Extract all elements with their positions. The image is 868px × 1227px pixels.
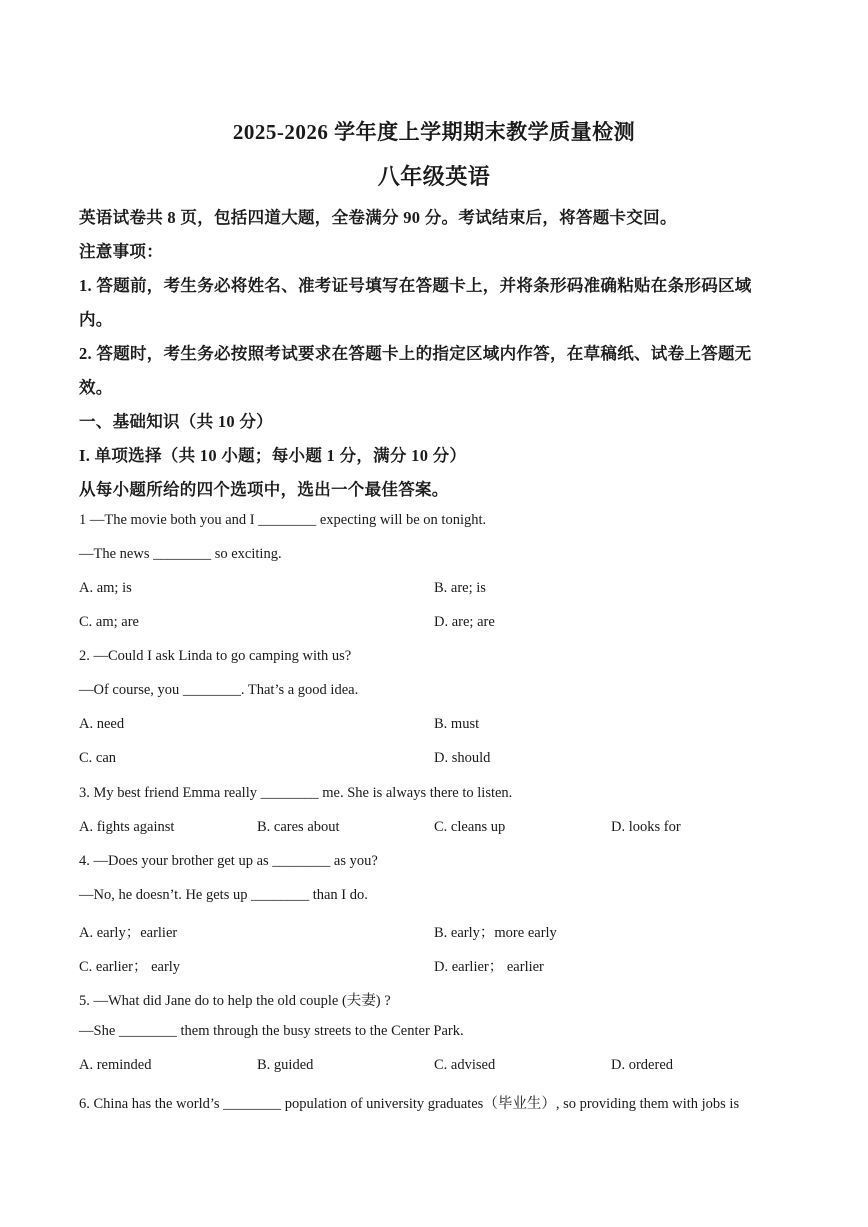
question-5-stem-2: —She ________ them through the busy streets to the Center Park. xyxy=(79,1023,464,1039)
question-1-option-b: B. are; is xyxy=(434,580,486,596)
question-5-option-c: C. advised xyxy=(434,1057,496,1073)
question-3-option-d: D. looks for xyxy=(611,819,681,835)
question-3-option-c: C. cleans up xyxy=(434,819,506,835)
question-4-stem-2: —No, he doesn’t. He gets up ________ than I do. xyxy=(79,887,368,903)
notice-heading: 注意事项： xyxy=(79,242,163,261)
question-5-option-a: A. reminded xyxy=(79,1057,152,1073)
part-heading: 一、基础知识（共 10 分） xyxy=(79,412,273,431)
notice-item-2-line-1: 2. 答题时，考生务必按照考试要求在答题卡上的指定区域内作答，在草稿纸、试卷上答题无 xyxy=(79,344,752,363)
notice-item-1-line-2: 内。 xyxy=(79,310,113,329)
question-3-option-a: A. fights against xyxy=(79,819,175,835)
direction-text: 从每小题所给的四个选项中，选出一个最佳答案。 xyxy=(79,480,449,499)
question-3-option-b: B. cares about xyxy=(257,819,340,835)
question-2-option-d: D. should xyxy=(434,750,491,766)
question-2-option-c: C. can xyxy=(79,750,117,766)
question-6-stem: 6. China has the world’s ________ population of university graduates（毕业生）, so providing them with jobs is xyxy=(79,1096,740,1112)
notice-item-2-line-2: 效。 xyxy=(79,378,113,397)
question-5-option-d: D. ordered xyxy=(611,1057,674,1073)
question-4-stem: 4. —Does your brother get up as ________ as you? xyxy=(79,853,378,869)
question-1-option-d: D. are; are xyxy=(434,614,495,630)
question-4-option-a: A. early；earlier xyxy=(79,925,178,941)
exam-subtitle: 八年级英语 xyxy=(377,164,491,189)
exam-title: 2025-2026 学年度上学期期末教学质量检测 xyxy=(232,120,636,144)
question-1-stem: 1 —The movie both you and I ________ expecting will be on tonight. xyxy=(79,512,487,528)
exam-intro: 英语试卷共 8 页，包括四道大题，全卷满分 90 分。考试结束后，将答题卡交回。 xyxy=(79,208,677,227)
question-4-option-b: B. early；more early xyxy=(434,925,557,941)
question-2-option-a: A. need xyxy=(79,716,125,732)
question-4-option-d: D. earlier； earlier xyxy=(434,959,544,975)
question-5-stem: 5. —What did Jane do to help the old couple (夫妻) ? xyxy=(79,993,391,1009)
sub-heading: I. 单项选择（共 10 小题；每小题 1 分，满分 10 分） xyxy=(79,446,467,465)
question-2-option-b: B. must xyxy=(434,716,480,732)
question-4-option-c: C. earlier； early xyxy=(79,959,181,975)
notice-item-1-line-1: 1. 答题前，考生务必将姓名、准考证号填写在答题卡上，并将条形码准确粘贴在条形码区域 xyxy=(79,276,752,295)
question-1-option-c: C. am; are xyxy=(79,614,139,630)
question-2-stem: 2. —Could I ask Linda to go camping with us? xyxy=(79,648,352,664)
question-1-stem-2: —The news ________ so exciting. xyxy=(79,546,282,562)
question-3-stem: 3. My best friend Emma really ________ me. She is always there to listen. xyxy=(79,785,513,801)
question-5-option-b: B. guided xyxy=(257,1057,314,1073)
question-1-option-a: A. am; is xyxy=(79,580,132,596)
question-2-stem-2: —Of course, you ________. That’s a good idea. xyxy=(79,682,359,698)
